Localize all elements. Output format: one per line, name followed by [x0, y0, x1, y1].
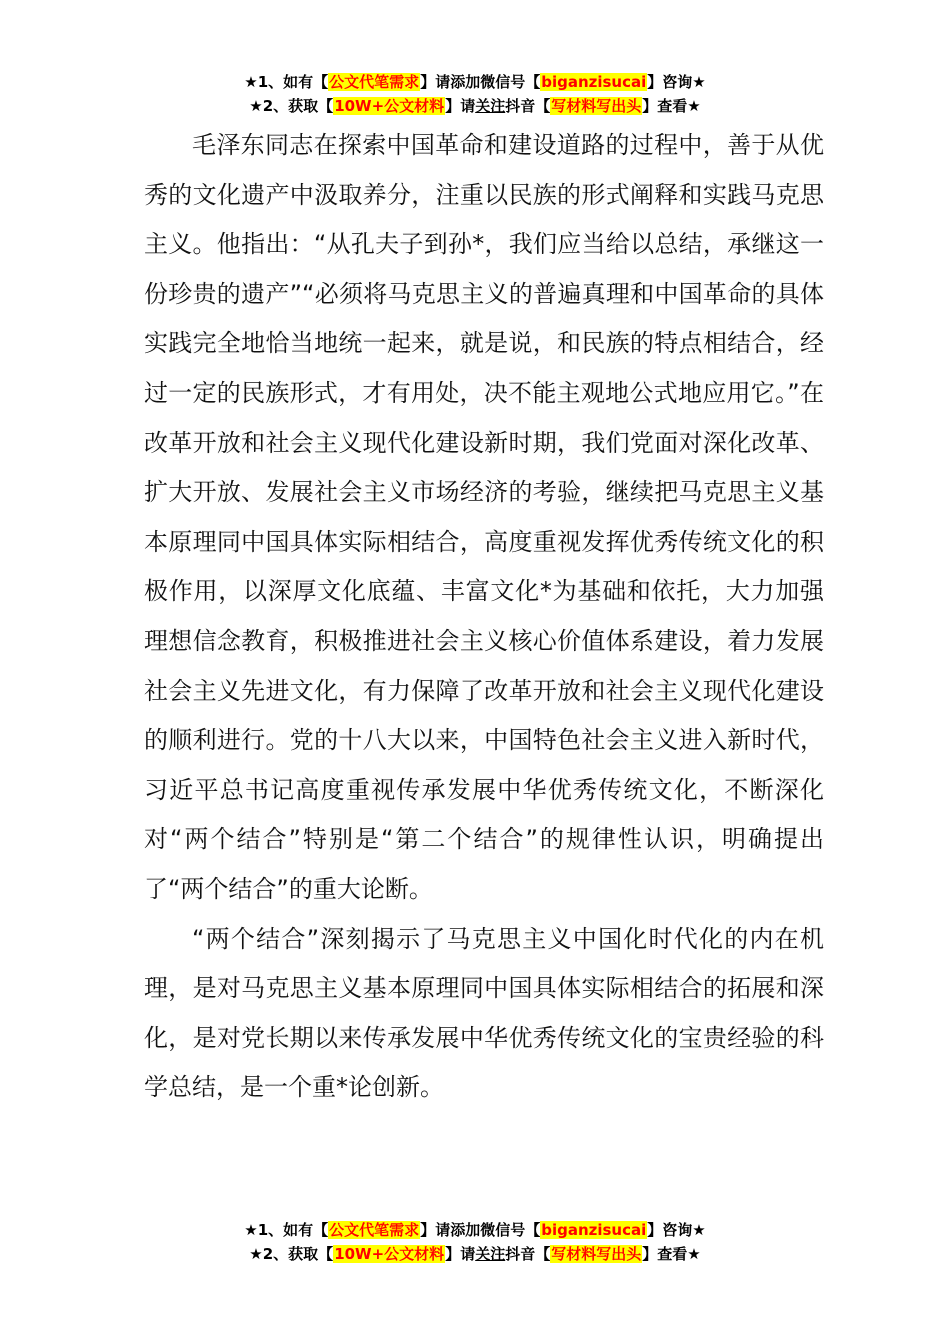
banner-line-1-suffix: 】咨询★ [647, 73, 706, 91]
banner-line-2-middle-a: 】请 [445, 97, 476, 115]
banner-line-1-middle: 】请添加微信号【 [420, 73, 541, 91]
footer-line-1-suffix: 】咨询★ [647, 1221, 706, 1239]
banner-line-2-suffix: 】查看★ [642, 97, 701, 115]
banner-line-2 [0, 94, 950, 118]
materials-highlight: 10W+公文材料 [334, 97, 445, 115]
footer-wechat-id-highlight: biganzisucai [541, 1221, 647, 1239]
footer-line-1-prefix: ★1、如有【 [244, 1221, 329, 1239]
footer-banner [0, 1218, 950, 1266]
footer-line-2 [0, 1242, 950, 1266]
wechat-id-highlight: biganzisucai [541, 73, 647, 91]
paragraph-1: 毛泽东同志在探索中国革命和建设道路的过程中，善于从优秀的文化遗产中汲取养分，注重以民族的形式阐释和实践马克思主义。他指出：“从孔夫子到孙*，我们应当给以总结，承继这一份珍贵的遗产”“必须将马克思主义的普遍真理和中国革命的具体实践完全地恰当地统一起来，就是说，和民族的特点相结合，经过一定的民族形式，才有用处，决不能主观地公式地应用它。”在改革开放和社会主义现代化建设新时期，我们党面对深化改革、扩大开放、发展社会主义市场经济的考验，继续把马克思主义基本原理同中国具体实际相结合，高度重视发挥优秀传统文化的积极作用，以深厚文化底蕴、丰富文化*为基础和依托，大力加强理想信念教育，积极推进社会主义核心价值体系建设，着力发展社会主义先进文化，有力保障了改革开放和社会主义现代化建设的顺利进行。党的十八大以来，中国特色社会主义进入新时代，习近平总书记高度重视传承发展中华优秀传统文化，不断深化对“两个结合”特别是“第二个结合”的规律性认识，明确提出了“两个结合”的重大论断。 [144, 131, 824, 903]
banner-line-1 [0, 70, 950, 94]
follow-underlined: 关注 [475, 97, 506, 115]
banner-line-2-prefix: ★2、获取【 [249, 97, 334, 115]
footer-ghostwriting-highlight: 公文代笔需求 [329, 1221, 420, 1239]
footer-line-2-middle-c: 抖音【 [505, 1245, 551, 1263]
footer-line-1-middle: 】请添加微信号【 [420, 1221, 541, 1239]
footer-line-2-prefix: ★2、获取【 [249, 1245, 334, 1263]
douyin-account-highlight: 写材料写出头 [551, 97, 642, 115]
footer-douyin-account-highlight: 写材料写出头 [551, 1245, 642, 1263]
footer-line-2-middle-a: 】请 [445, 1245, 476, 1263]
document-body [144, 121, 824, 1113]
footer-materials-highlight: 10W+公文材料 [334, 1245, 445, 1263]
paragraph-2: “两个结合”深刻揭示了马克思主义中国化时代化的内在机理，是对马克思主义基本原理同中国具体实际相结合的拓展和深化，是对党长期以来传承发展中华优秀传统文化的宝贵经验的科学总结，是一个重*论创新。 [144, 924, 824, 1102]
header-banner [0, 70, 950, 118]
banner-line-2-middle-c: 抖音【 [505, 97, 551, 115]
ghostwriting-highlight: 公文代笔需求 [329, 73, 420, 91]
footer-line-2-suffix: 】查看★ [642, 1245, 701, 1263]
footer-follow-underlined: 关注 [475, 1245, 506, 1263]
footer-line-1 [0, 1218, 950, 1242]
banner-line-1-prefix: ★1、如有【 [244, 73, 329, 91]
